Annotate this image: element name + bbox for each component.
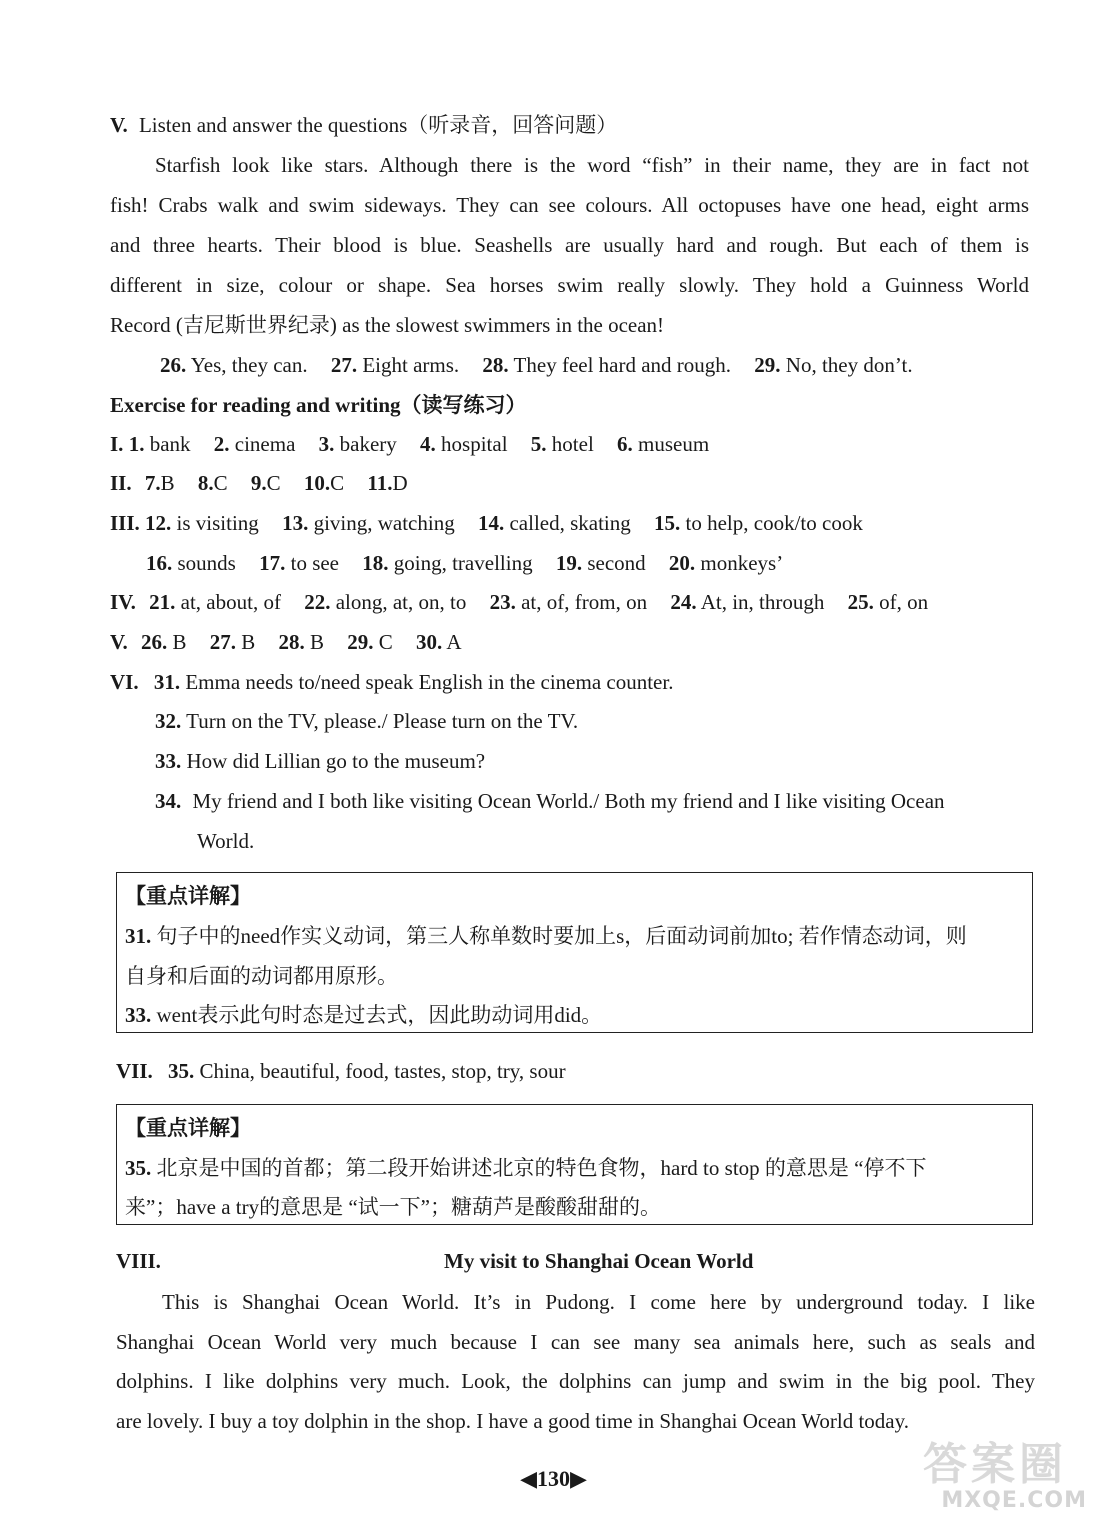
answer-text: B <box>310 630 325 654</box>
key-explanation-title: 【重点详解】 <box>125 1116 251 1140</box>
answer-number: 4. <box>420 432 436 456</box>
explanation-35-continued: 来”；have a try的意思是 “试一下”；糖葫芦是酸酸甜甜的。 <box>125 1195 662 1219</box>
section-label: V. <box>110 113 128 137</box>
essay-line: are lovely. I buy a toy dolphin in the shop. I have a good time in Shanghai Ocean World today. <box>116 1409 910 1433</box>
exercise-heading: Exercise for reading and writing（读写练习） <box>110 393 527 417</box>
answer-number: 35. <box>168 1059 195 1083</box>
explanation-31 <box>125 921 967 951</box>
part-label: I. <box>110 432 124 456</box>
note-number: 35. <box>125 1156 152 1180</box>
note-text: 句子中的need作实义动词，第三人称单数时要加上s，后面动词前加to; 若作情态动词，则 <box>156 924 967 948</box>
passage-line: Starfish look like stars. Although there is the word “fish” in their name, they are in fact not <box>155 153 1029 177</box>
answer-text: sounds <box>177 551 236 575</box>
answer-number: 22. <box>304 590 331 614</box>
page-number-text: 130 <box>537 1466 570 1491</box>
answer-text: called, skating <box>509 511 631 535</box>
answer-text: cinema <box>234 432 296 456</box>
explanation-33 <box>125 1000 602 1030</box>
passage-line: and three hearts. Their blood is blue. Seashells are usually hard and rough. But each of them is <box>110 233 1029 257</box>
answer-number: 7. <box>144 471 161 495</box>
answer-number: 13. <box>282 511 309 535</box>
answer-text: They feel hard and rough. <box>513 353 732 377</box>
answer-number: 20. <box>668 551 696 575</box>
answer-number: 16. <box>146 551 173 575</box>
answer-number: 12. <box>145 511 172 535</box>
answer-number: 15. <box>654 511 681 535</box>
essay-line: dolphins. I like dolphins very much. Look, the dolphins can jump and swim in the big pool. They <box>116 1369 1035 1393</box>
answer-number: 14. <box>477 511 505 535</box>
left-arrow-icon: ◀ <box>520 1466 537 1491</box>
part-ii-answers <box>110 468 426 498</box>
part-iii-answers-row1 <box>110 508 881 538</box>
part-label: III. <box>110 511 140 535</box>
answer-text: to see <box>290 551 340 575</box>
part-vi-q32 <box>155 706 578 736</box>
answer-number: 29. <box>754 353 781 377</box>
answer-text: at, about, of <box>180 590 281 614</box>
answer-text: B <box>160 471 175 495</box>
answer-number: 8. <box>197 471 214 495</box>
answer-number: 27. <box>330 353 358 377</box>
answer-number: 21. <box>149 590 176 614</box>
answer-text: is visiting <box>176 511 259 535</box>
part-viii-label: VIII. <box>116 1249 161 1273</box>
essay-line: Shanghai Ocean World very much because I can see many sea animals here, such as seals and <box>116 1330 1035 1354</box>
answer-number: 34. <box>155 789 182 813</box>
key-explanation-box <box>116 872 1033 1033</box>
answer-number: 11. <box>367 471 393 495</box>
answer-number: 26. <box>140 630 168 654</box>
section-title: Listen and answer the questions（听录音，回答问题） <box>138 113 618 137</box>
note-text: went表示此句时态是过去式，因此助动词用did。 <box>156 1003 603 1027</box>
answer-number: 18. <box>362 551 389 575</box>
answer-text: A <box>446 630 462 654</box>
answer-text: China, beautiful, food, tastes, stop, try, sour <box>199 1059 566 1083</box>
answer-text: How did Lillian go to the museum? <box>186 749 486 773</box>
listen-section-heading <box>110 110 617 140</box>
passage-line: different in size, colour or shape. Sea horses swim really slowly. They hold a Guinness World <box>110 273 1029 297</box>
answer-text: of, on <box>879 590 929 614</box>
answer-number: 31. <box>153 670 181 694</box>
part-vi-q34 <box>155 786 945 816</box>
answer-text: C <box>213 471 228 495</box>
answer-text: going, travelling <box>393 551 533 575</box>
answer-text: bank <box>149 432 191 456</box>
answer-number: 17. <box>259 551 286 575</box>
part-iv-answers <box>110 587 946 617</box>
explanation-31-continued: 自身和后面的动词都用原形。 <box>125 964 398 988</box>
answer-text: C <box>266 471 281 495</box>
part-i-answers <box>110 429 727 459</box>
answer-number: 32. <box>155 709 182 733</box>
part-label: II. <box>110 471 132 495</box>
passage-line: fish! Crabs walk and swim sideways. They can see colours. All octopuses have one head, eight arms <box>110 193 1029 217</box>
answer-number: 3. <box>318 432 335 456</box>
answer-text: giving, watching <box>313 511 455 535</box>
answer-number: 25. <box>847 590 874 614</box>
answer-number: 26. <box>160 353 187 377</box>
answer-text: B <box>172 630 187 654</box>
answer-text: monkeys’ <box>700 551 784 575</box>
answer-text: museum <box>638 432 710 456</box>
part-vi-q31 <box>110 667 673 697</box>
answer-text: second <box>587 551 646 575</box>
essay-title: My visit to Shanghai Ocean World <box>444 1249 754 1273</box>
answer-number: 33. <box>155 749 182 773</box>
essay-line: This is Shanghai Ocean World. It’s in Pudong. I come here by underground today. I like <box>162 1290 1035 1314</box>
part-label: IV. <box>110 590 136 614</box>
answer-number: 1. <box>128 432 145 456</box>
answer-text: C <box>330 471 345 495</box>
answer-number: 27. <box>209 630 236 654</box>
key-explanation-box <box>116 1104 1033 1225</box>
note-number: 31. <box>125 924 152 948</box>
part-vi-q33 <box>155 746 485 776</box>
watermark-url: MXQE.COM <box>941 1488 1087 1513</box>
explanation-35 <box>125 1153 926 1183</box>
answer-text: C <box>378 630 393 654</box>
answer-number: 6. <box>617 432 633 456</box>
answer-text: hotel <box>551 432 594 456</box>
answer-number: 24. <box>670 590 697 614</box>
watermark-logo: 答案圈 <box>923 1439 1067 1490</box>
answer-text: Emma needs to/need speak English in the cinema counter. <box>185 670 674 694</box>
answer-number: 9. <box>250 471 267 495</box>
part-label: V. <box>110 630 128 654</box>
answer-text: bakery <box>339 432 397 456</box>
answer-text: at, of, from, on <box>521 590 648 614</box>
answer-text: My friend and I both like visiting Ocean World./ Both my friend and I like visiting Ocean <box>192 789 945 813</box>
part-label: VI. <box>110 670 139 694</box>
answer-number: 28. <box>278 630 305 654</box>
answer-number: 28. <box>482 353 509 377</box>
answer-text: hospital <box>441 432 508 456</box>
answer-text: No, they don’t. <box>785 353 913 377</box>
listen-answers <box>160 350 931 380</box>
part-vi-q34-continued: World. <box>197 829 255 853</box>
part-vii-answer <box>116 1056 566 1086</box>
answer-number: 29. <box>347 630 374 654</box>
part-v-answers <box>110 627 480 657</box>
part-label: VII. <box>116 1059 153 1083</box>
answer-text: D <box>392 471 408 495</box>
answer-text: along, at, on, to <box>335 590 467 614</box>
answer-number: 30. <box>416 630 443 654</box>
answer-text: Turn on the TV, please./ Please turn on the TV. <box>186 709 579 733</box>
answer-text: Eight arms. <box>362 353 460 377</box>
answer-number: 23. <box>489 590 516 614</box>
note-text: 北京是中国的首都；第二段开始讲述北京的特色食物，hard to stop 的意思是 “停不下 <box>156 1156 927 1180</box>
answer-number: 2. <box>213 432 230 456</box>
answer-number: 5. <box>530 432 547 456</box>
part-iii-answers-row2 <box>146 548 801 578</box>
passage-line: Record (吉尼斯世界纪录) as the slowest swimmers in the ocean! <box>110 313 665 337</box>
note-number: 33. <box>125 1003 152 1027</box>
answer-text: to help, cook/to cook <box>685 511 863 535</box>
answer-text: Yes, they can. <box>190 353 308 377</box>
answer-text: B <box>241 630 256 654</box>
answer-text: At, in, through <box>700 590 825 614</box>
right-arrow-icon: ▶ <box>570 1466 587 1491</box>
answer-number: 10. <box>303 471 331 495</box>
answer-number: 19. <box>555 551 583 575</box>
key-explanation-title: 【重点详解】 <box>125 884 251 908</box>
